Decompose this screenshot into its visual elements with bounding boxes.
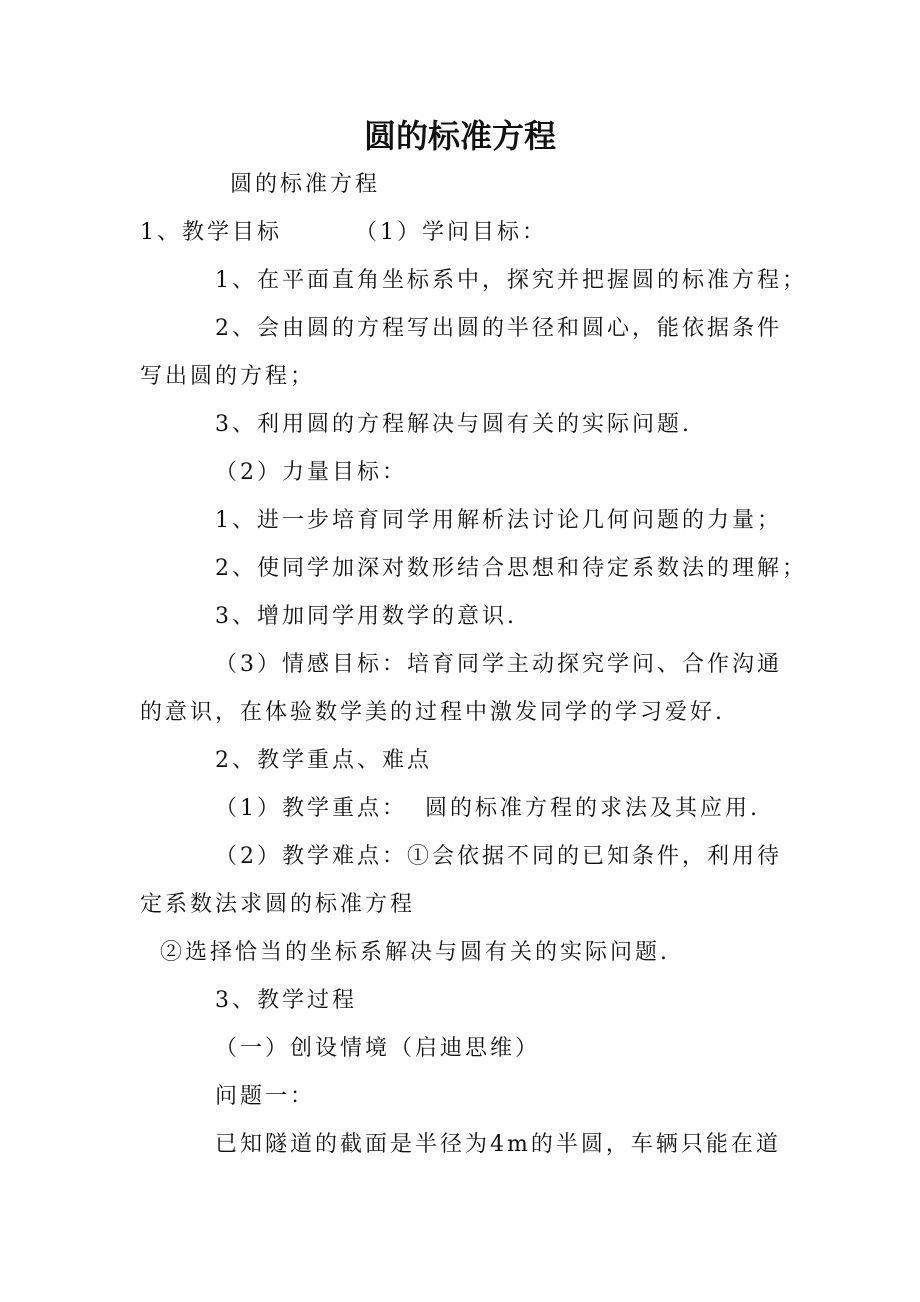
- paragraph-line: 1、在平面直角坐标系中，探究并把握圆的标准方程；: [215, 268, 807, 293]
- paragraph-line: 写出圆的方程；: [140, 364, 316, 389]
- paragraph-line: 3、增加同学用数学的意识.: [215, 604, 517, 629]
- key-point-label: （1）教学重点：: [215, 796, 407, 821]
- section-heading-teaching-goals: 1、教学目标: [140, 220, 282, 245]
- paragraph-line: （2）教学难点：①会依据不同的已知条件，利用待: [215, 844, 782, 869]
- question-label: 问题一：: [215, 1084, 316, 1109]
- section-heading-key-points: 2、教学重点、难点: [215, 748, 432, 773]
- paragraph-line: 已知隧道的截面是半径为4m的半圆，车辆只能在道: [215, 1132, 781, 1157]
- ability-goals-heading: （2）力量目标：: [215, 460, 407, 485]
- paragraph-line: 2、会由圆的方程写出圆的半径和圆心，能依据条件: [215, 316, 782, 341]
- knowledge-goals-heading: （1）学问目标：: [355, 220, 547, 245]
- paragraph-line: ②选择恰当的坐标系解决与圆有关的实际问题.: [160, 940, 670, 965]
- subtitle-line: 圆的标准方程: [230, 172, 381, 197]
- paragraph-line: 定系数法求圆的标准方程: [140, 892, 416, 917]
- paragraph-line: 1、进一步培育同学用解析法讨论几何问题的力量；: [215, 508, 782, 533]
- paragraph-line: 2、使同学加深对数形结合思想和待定系数法的理解；: [215, 556, 807, 581]
- paragraph-line: 3、利用圆的方程解决与圆有关的实际问题.: [215, 412, 692, 437]
- document-title: 圆的标准方程: [363, 117, 556, 155]
- section-heading-teaching-process: 3、教学过程: [215, 988, 357, 1013]
- paragraph-line: 的意识，在体验数学美的过程中激发同学的学习爱好.: [140, 700, 725, 725]
- key-point-text: 圆的标准方程的求法及其应用.: [425, 796, 760, 821]
- subsection-heading: （一）创设情境（启迪思维）: [215, 1036, 541, 1061]
- paragraph-line: （3）情感目标：培育同学主动探究学问、合作沟通: [215, 652, 782, 677]
